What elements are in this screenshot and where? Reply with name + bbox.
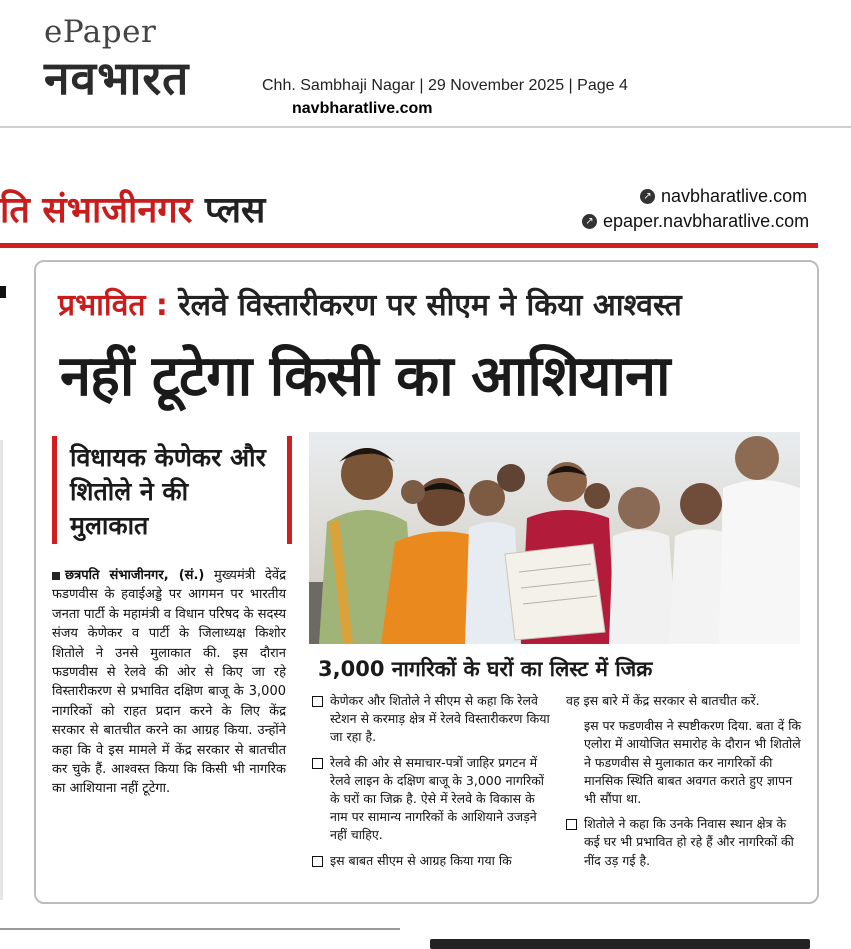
section-title-suffix: प्लस <box>204 190 266 231</box>
continued-text: वह इस बारे में केंद्र सरकार से बातचीत करें. <box>566 693 760 708</box>
list-item <box>312 852 550 870</box>
checkbox-bullet-icon <box>312 856 323 867</box>
next-headline-fragment <box>430 930 810 949</box>
dateline-marker-icon <box>52 572 60 580</box>
kicker-label: प्रभावित : <box>58 288 168 323</box>
body-column-right <box>566 692 804 877</box>
section-site-2[interactable] <box>582 211 809 232</box>
section-site-1[interactable] <box>640 186 807 207</box>
section-site-2-text: epaper.navbharatlive.com <box>603 211 810 231</box>
link-icon: ↗ <box>640 189 655 204</box>
article-photo <box>309 432 800 644</box>
body-text: मुख्यमंत्री देवेंद्र फडणवीस के हवाईअड्डे पर आगमन पर भारतीय जनता पार्टी के महामंत्री व विधान परिषद के सदस्य संजय केणेकर व पार्टी के जिलाध्यक्ष किशोर शितोले ने उनसे मुलाकात की. इस दौरान फडणवीस से रेलवे की ओर से किए जा रहे विस्तारीकरण से प्रभावित दक्षिण बाजू के 3,000 नागरिकों को राहत प्रदान करने के लिए केंद्र सरकार से बातचीत करने का आग्रह किया. उन्होंने कहा कि वे इस मामले में केंद्र सरकार से बातचीत कर चुके हैं. आश्वस्त किया कि किसी भी नागरिक का आशियाना नहीं टूटेगा. <box>52 568 286 797</box>
body-column-middle <box>312 692 550 877</box>
dateline: छत्रपति संभाजीनगर, (सं.) <box>65 568 205 583</box>
list-item-text: इस बाबत सीएम से आग्रह किया गया कि <box>330 852 512 868</box>
checkbox-bullet-icon <box>312 758 323 769</box>
list-item <box>566 717 804 808</box>
list-item-text: केणेकर और शितोले ने सीएम से कहा कि रेलवे स्टेशन से करमाड़ क्षेत्र में रेलवे विस्तारीकरण किया जा रहा है. <box>330 693 550 745</box>
site-link[interactable]: navbharatlive.com <box>292 100 433 117</box>
brand-small: ePaper <box>44 14 157 50</box>
photo-caption: 3,000 नागरिकों के घरों का लिस्ट में जिक्र <box>318 657 653 681</box>
article-headline: नहीं टूटेगा किसी का आशियाना <box>60 344 670 409</box>
list-item <box>312 692 550 747</box>
adjacent-column-fragment <box>0 286 6 298</box>
link-icon: ↗ <box>582 214 597 229</box>
section-title-text: ति संभाजीनगर <box>0 190 193 231</box>
edition-meta: Chh. Sambhaji Nagar | 29 November 2025 | Page 4 <box>262 77 628 94</box>
masthead-divider <box>0 126 851 128</box>
section-site-1-text: navbharatlive.com <box>661 186 808 206</box>
body-column-left <box>52 566 286 799</box>
adjacent-column-rule <box>0 440 3 900</box>
list-item-text: शितोले ने कहा कि उनके निवास स्थान क्षेत्र के कई घर भी प्रभावित हो रहे हैं और नागरिकों की नींद उड़ गई है. <box>584 816 794 868</box>
article-kicker <box>58 283 682 324</box>
list-item-text: इस पर फडणवीस ने स्पष्टीकरण दिया. बता दें कि एलोरा में आयोजित समारोह के दौरान भी शितोले ने फडणवीस से मुलाकात कर नागरिकों की मानसिक स्थिति बाबत अवगत कराते हुए ज्ञापन भी सौंपा था. <box>584 718 802 807</box>
kicker-text: रेलवे विस्तारीकरण पर सीएम ने किया आश्वस्त <box>178 288 682 323</box>
list-item <box>312 754 550 845</box>
brand-logo: नवभारत <box>44 51 190 105</box>
list-item <box>566 815 804 870</box>
section-title <box>0 184 265 233</box>
checkbox-bullet-icon <box>566 819 577 830</box>
list-item-text: रेलवे की ओर से समाचार-पत्रों जाहिर प्रगटन में रेलवे लाइन के दक्षिण बाजू के 3,000 नागरिकों के घरों का जिक्र है. ऐसे में रेलवे के विकास के नाम पर सामान्य नागरिकों के आशियाने उजड़ने नहीं चाहिए. <box>330 754 545 843</box>
section-red-rule <box>0 243 818 248</box>
checkbox-bullet-icon <box>312 696 323 707</box>
bottom-divider <box>0 928 400 930</box>
article-subhead: विधायक केणेकर और शितोले ने की मुलाकात <box>70 443 266 540</box>
